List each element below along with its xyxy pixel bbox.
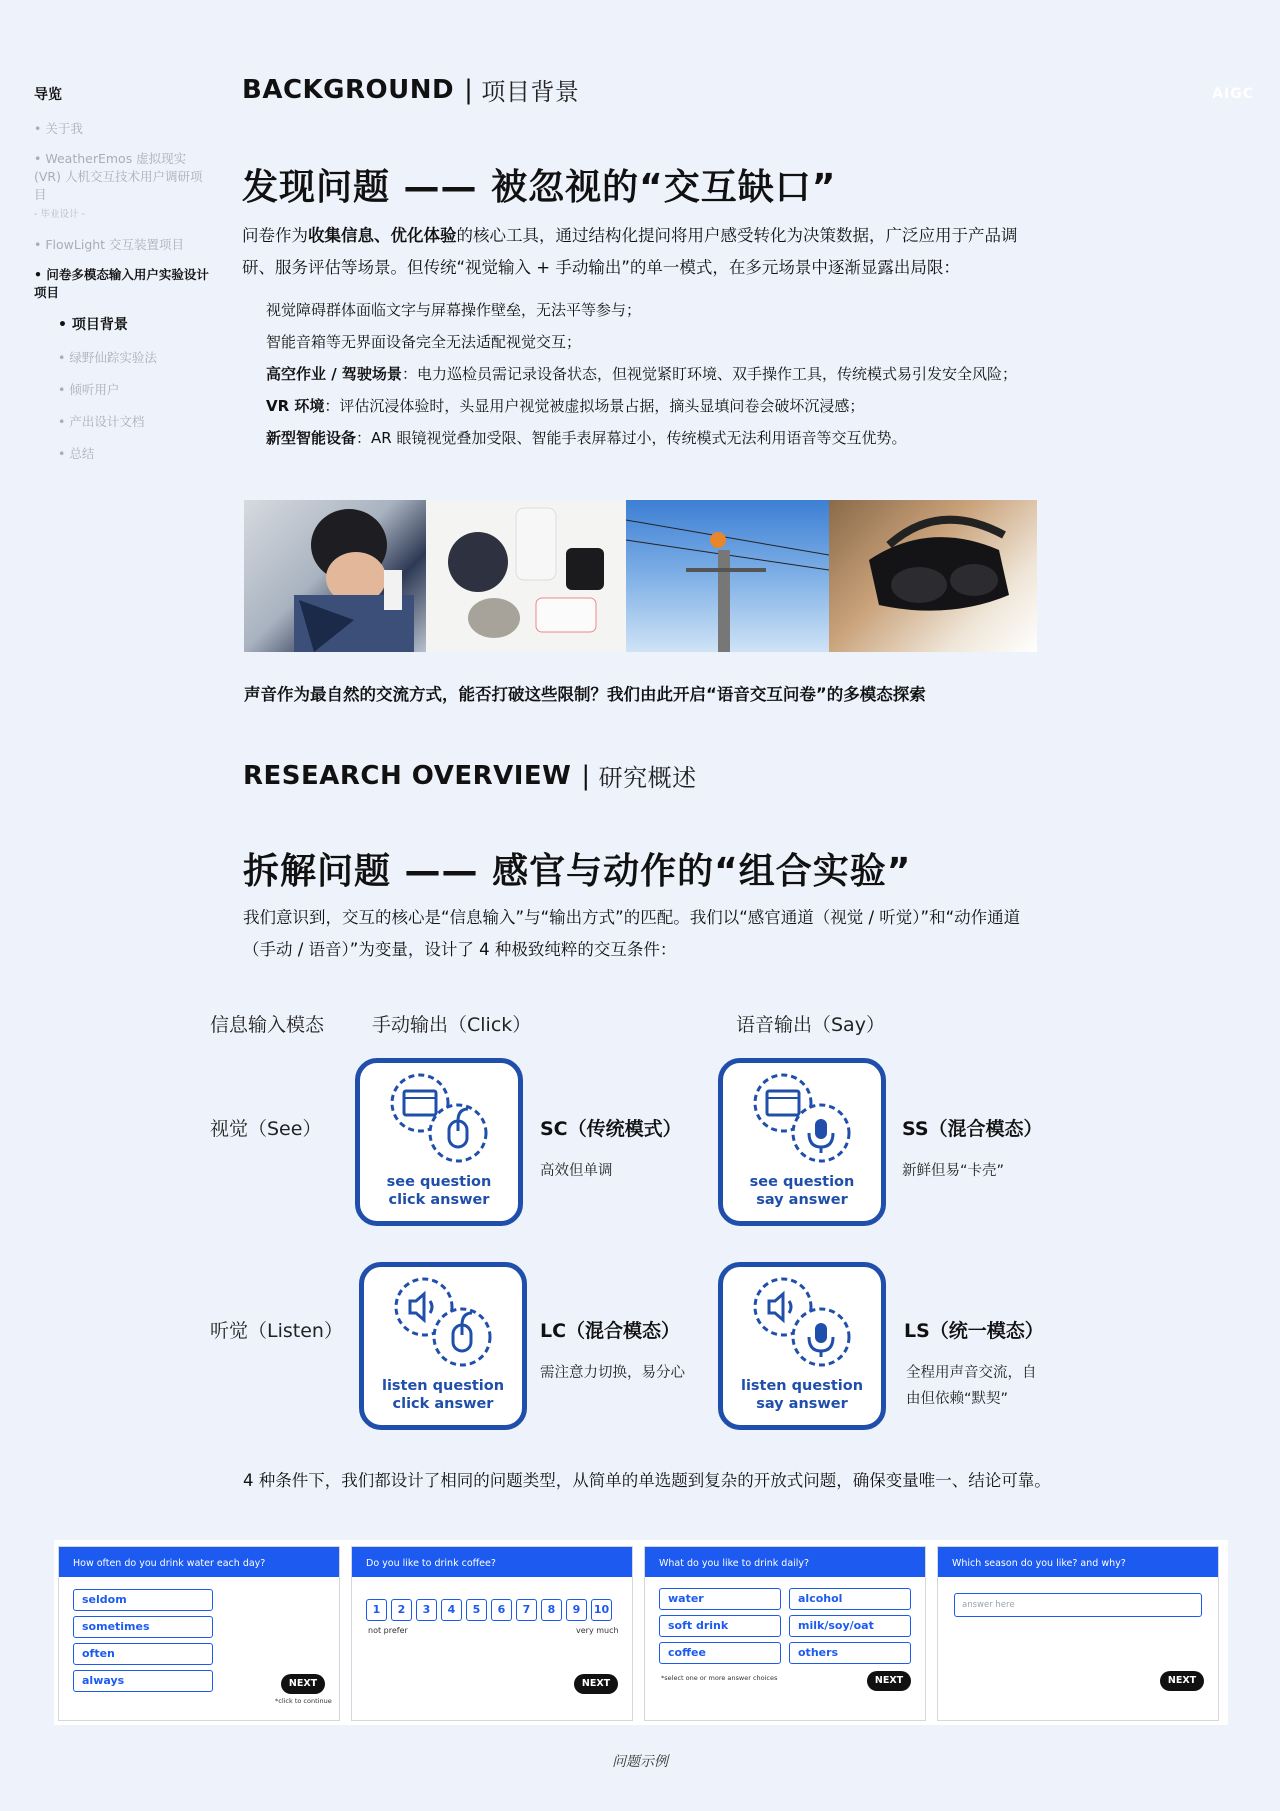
card-caption-line1: listen question (381, 1378, 505, 1394)
sidebar-nav (34, 84, 209, 476)
condition-desc-sc: 高效但单调 (540, 1163, 613, 1179)
card-caption-line2: click answer (392, 1396, 494, 1412)
scale-option[interactable]: 1 (366, 1599, 387, 1621)
limitation-text: 智能音箱等无界面设备完全无法适配视觉交互； (266, 333, 582, 351)
option-button[interactable]: often (73, 1643, 213, 1665)
aigc-badge: AIGC (1212, 86, 1254, 102)
card-caption-line2: say answer (756, 1396, 848, 1412)
overview-title (243, 758, 1043, 793)
nav-item-weatheremos-sub: - 毕业设计 - (34, 209, 85, 220)
matrix-col-click: 手动输出（Click） (372, 1014, 532, 1036)
scale-option[interactable]: 3 (416, 1599, 437, 1621)
limitation-item (266, 390, 1042, 422)
scale-option[interactable]: 8 (541, 1599, 562, 1621)
overview-section (243, 758, 1043, 966)
background-headline: 发现问题 —— 被忽视的“交互缺口” (242, 167, 837, 208)
nav-item-flowlight[interactable]: • FlowLight 交互装置项目 (34, 237, 185, 252)
background-title-en: BACKGROUND (242, 74, 455, 105)
background-title-cn: 项目背景 (481, 78, 580, 106)
overview-paragraph: 我们意识到，交互的核心是“信息输入”与“输出方式”的匹配。我们以“感官通道（视觉 / 听觉）”和“动作通道（手动 / 语音）”为变量，设计了 4 种极致纯粹的交互条件： (243, 908, 1021, 959)
option-button[interactable]: soft drink (659, 1615, 781, 1637)
condition-card-ss (718, 1058, 886, 1226)
option-button[interactable]: water (659, 1588, 781, 1610)
option-button[interactable]: alcohol (789, 1588, 911, 1610)
limitation-bold: 新型智能设备 (266, 429, 357, 447)
option-button[interactable]: others (789, 1642, 911, 1664)
photo-illustration (829, 500, 1037, 652)
select-hint: *select one or more answer choices (661, 1674, 778, 1682)
next-button[interactable]: NEXT (867, 1671, 911, 1691)
listen-say-icon (723, 1267, 881, 1377)
option-button[interactable]: always (73, 1670, 213, 1692)
next-button[interactable]: NEXT (1160, 1671, 1204, 1691)
limitation-item (266, 294, 1042, 326)
scale-option[interactable]: 7 (516, 1599, 537, 1621)
example-single-choice (58, 1546, 340, 1721)
example-open-question (937, 1546, 1219, 1721)
see-say-icon (723, 1063, 881, 1173)
nav-item-about[interactable]: • 关于我 (34, 121, 83, 136)
examples-caption: 问题示例 (612, 1754, 668, 1770)
card-caption-line2: click answer (388, 1192, 490, 1208)
para-bold-1: 收集信息、优化体验 (308, 226, 457, 245)
matrix-row-see: 视觉（See） (210, 1118, 322, 1140)
listen-click-icon (364, 1267, 522, 1377)
title-separator: | (581, 760, 591, 791)
photo-illustration (426, 500, 626, 652)
limitation-item (266, 422, 1042, 454)
example-question: Do you like to drink coffee? (352, 1547, 632, 1577)
nav-child-summary[interactable]: • 总结 (58, 446, 95, 461)
nav-item-questionnaire[interactable]: • 问卷多模态输入用户实验设计项目 (34, 267, 209, 300)
example-question: Which season do you like? and why? (938, 1547, 1218, 1577)
limitation-text: 视觉障碍群体面临文字与屏幕操作壁垒，无法平等参与； (266, 301, 642, 319)
nav-item-weatheremos-label: • WeatherEmos 虚拟现实(VR) 人机交互技术用户调研项目 (34, 151, 203, 202)
limitation-item (266, 326, 1042, 358)
condition-title-lc: LC（混合模态） (540, 1320, 681, 1342)
next-button[interactable]: NEXT (281, 1674, 325, 1694)
scale-option[interactable]: 10 (591, 1599, 612, 1621)
matrix-row-listen: 听觉（Listen） (210, 1320, 343, 1342)
limitation-text: ：评估沉浸体验时，头显用户视觉被虚拟场景占据，摘头显填问卷会破坏沉浸感； (324, 397, 865, 415)
background-closing: 声音作为最自然的交流方式，能否打破这些限制？我们由此开启“语音交互问卷”的多模态探索 (244, 685, 926, 704)
scale-option[interactable]: 6 (491, 1599, 512, 1621)
scale-low-label: not prefer (368, 1626, 408, 1635)
limitation-text: ：AR 眼镜视觉叠加受限、智能手表屏幕过小，传统模式无法利用语音等交互优势。 (356, 429, 907, 447)
card-caption (360, 1173, 518, 1209)
scale-option[interactable]: 5 (466, 1599, 487, 1621)
card-caption (723, 1377, 881, 1413)
answer-input[interactable]: answer here (954, 1593, 1202, 1617)
vr-headset-photo (829, 500, 1037, 652)
nav-title: 导览 (34, 87, 62, 103)
limitation-item (266, 358, 1042, 390)
nav-child-design-docs[interactable]: • 产出设计文档 (58, 414, 145, 429)
example-question: What do you like to drink daily? (645, 1547, 925, 1577)
limitation-bold: VR 环境 (266, 397, 325, 415)
limitation-text: ：电力巡检员需记录设备状态，但视觉紧盯环境、双手操作工具，传统模式易引发安全风险； (401, 365, 1017, 383)
card-caption-line2: say answer (756, 1192, 848, 1208)
matrix-col-say: 语音输出（Say） (736, 1014, 885, 1036)
nav-child-wizard-of-oz[interactable]: • 绿野仙踪实验法 (58, 350, 157, 365)
continue-hint: *click to continue (275, 1697, 332, 1705)
condition-title-sc: SC（传统模式） (540, 1118, 682, 1140)
option-button[interactable]: coffee (659, 1642, 781, 1664)
example-multi-choice (644, 1546, 926, 1721)
smart-speakers-photo (426, 500, 626, 652)
condition-matrix (210, 1010, 1070, 1430)
condition-title-ls: LS（统一模态） (904, 1320, 1044, 1342)
rating-scale (366, 1599, 612, 1621)
title-separator: | (464, 74, 474, 105)
scale-high-label: very much (576, 1626, 619, 1635)
overview-note: 4 种条件下，我们都设计了相同的问题类型，从简单的单选题到复杂的开放式问题，确保变量唯一、结论可靠。 (243, 1471, 1051, 1490)
card-caption (364, 1377, 522, 1413)
overview-title-cn: 研究概述 (598, 764, 697, 792)
card-caption-line1: see question (386, 1174, 492, 1190)
example-question: How often do you drink water each day? (59, 1547, 339, 1577)
scale-option[interactable]: 4 (441, 1599, 462, 1621)
condition-desc-ss: 新鲜但易“卡壳” (902, 1163, 1005, 1179)
scale-option[interactable]: 2 (391, 1599, 412, 1621)
background-section (242, 72, 1042, 454)
nav-child-listen-users[interactable]: • 倾听用户 (58, 382, 120, 397)
condition-card-sc (355, 1058, 523, 1226)
matrix-row-header: 信息输入模态 (210, 1014, 325, 1036)
limitation-bold: 高空作业 / 驾驶场景 (266, 365, 402, 383)
para-text-1: 问卷作为 (242, 226, 308, 245)
option-button[interactable]: milk/soy/oat (789, 1615, 911, 1637)
card-caption-line1: listen question (740, 1378, 864, 1394)
example-scale (351, 1546, 633, 1721)
scenario-photos (244, 500, 1037, 652)
condition-desc-lc: 需注意力切换，易分心 (540, 1365, 685, 1381)
scale-option[interactable]: 9 (566, 1599, 587, 1621)
option-button[interactable]: seldom (73, 1589, 213, 1611)
limitation-list (266, 294, 1042, 454)
background-paragraph (242, 220, 1042, 284)
option-button[interactable]: sometimes (73, 1616, 213, 1638)
nav-child-background[interactable]: • 项目背景 (58, 317, 128, 333)
condition-title-ss: SS（混合模态） (902, 1118, 1043, 1140)
card-caption (723, 1173, 881, 1209)
para-text-2: 的核心工具，通过结构化提问将用户感受转化为决策数据，广泛应用于产品调研、服务评估等场景。但传统“视觉输入 + 手动输出”的单一模式，在多元场景中逐渐显露出局限： (242, 226, 1018, 277)
photo-illustration (244, 500, 426, 652)
overview-title-en: RESEARCH OVERVIEW (243, 760, 572, 791)
overview-headline: 拆解问题 —— 感官与动作的“组合实验” (243, 851, 912, 892)
next-button[interactable]: NEXT (574, 1674, 618, 1694)
photo-illustration (626, 500, 829, 652)
nav-item-weatheremos[interactable] (34, 150, 209, 224)
condition-card-ls (718, 1262, 886, 1430)
visually-impaired-user-photo (244, 500, 426, 652)
see-click-icon (360, 1063, 518, 1173)
condition-card-lc (359, 1262, 527, 1430)
power-line-worker-photo (626, 500, 829, 652)
question-examples (54, 1540, 1228, 1725)
background-title (242, 72, 1042, 107)
card-caption-line1: see question (749, 1174, 855, 1190)
condition-desc-ls: 全程用声音交流，自由但依赖“默契” (906, 1365, 1037, 1407)
